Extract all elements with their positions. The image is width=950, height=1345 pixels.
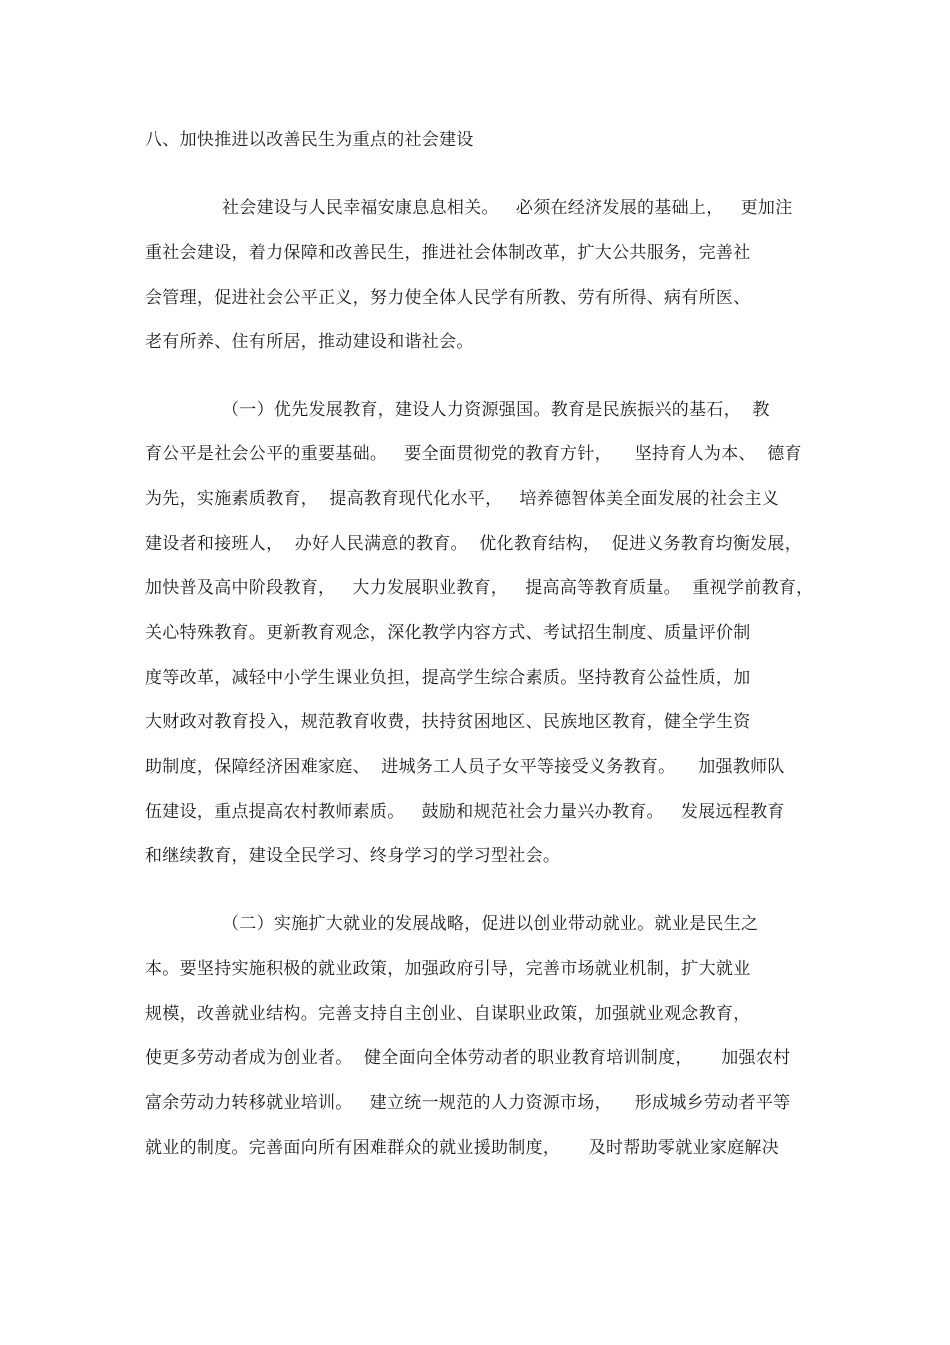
paragraph-line: 大财政对教育投入，规范教育收费，扶持贫困地区、民族地区教育，健全学生资 xyxy=(145,712,751,732)
section-heading: 八、加快推进以改善民生为重点的社会建设 xyxy=(145,130,474,150)
paragraph-line: （二）实施扩大就业的发展战略，促进以创业带动就业。就业是民生之 xyxy=(222,914,759,934)
paragraph-line: 老有所养、住有所居，推动建设和谐社会。 xyxy=(145,332,474,352)
paragraph-line: 建设者和接班人， 办好人民满意的教育。 优化教育结构， 促进义务教育均衡发展， xyxy=(145,534,803,554)
paragraph-line: 助制度，保障经济困难家庭、 进城务工人员子女平等接受义务教育。 加强教师队 xyxy=(145,757,785,777)
paragraph-line: 育公平是社会公平的重要基础。 要全面贯彻党的教育方针， 坚持育人为本、 德育 xyxy=(145,444,802,464)
paragraph-line: 就业的制度。完善面向所有困难群众的就业援助制度， 及时帮助零就业家庭解决 xyxy=(145,1138,780,1158)
paragraph-line: （一）优先发展教育，建设人力资源强国。教育是民族振兴的基石， 教 xyxy=(222,400,770,420)
paragraph-line: 使更多劳动者成为创业者。 健全面向全体劳动者的职业教育培训制度， 加强农村 xyxy=(145,1048,791,1068)
paragraph-line: 度等改革，减轻中小学生课业负担，提高学生综合素质。坚持教育公益性质，加 xyxy=(145,668,751,688)
paragraph-line: 为先，实施素质教育， 提高教育现代化水平， 培养德智体美全面发展的社会主义 xyxy=(145,489,780,509)
paragraph-line: 规模，改善就业结构。完善支持自主创业、自谋职业政策，加强就业观念教育， xyxy=(145,1004,751,1024)
paragraph-line: 关心特殊教育。更新教育观念，深化教学内容方式、考试招生制度、质量评价制 xyxy=(145,623,751,643)
paragraph-line: 加快普及高中阶段教育， 大力发展职业教育， 提高高等教育质量。 重视学前教育， xyxy=(145,578,814,598)
paragraph-line: 会管理，促进社会公平正义，努力使全体人民学有所教、劳有所得、病有所医、 xyxy=(145,288,751,308)
paragraph-line: 重社会建设，着力保障和改善民生，推进社会体制改革，扩大公共服务，完善社 xyxy=(145,243,751,263)
paragraph-line: 富余劳动力转移就业培训。 建立统一规范的人力资源市场， 形成城乡劳动者平等 xyxy=(145,1093,791,1113)
paragraph-line: 伍建设，重点提高农村教师素质。 鼓励和规范社会力量兴办教育。 发展远程教育 xyxy=(145,802,785,822)
paragraph-line: 本。要坚持实施积极的就业政策，加强政府引导，完善市场就业机制，扩大就业 xyxy=(145,959,751,979)
paragraph-line: 和继续教育，建设全民学习、终身学习的学习型社会。 xyxy=(145,846,561,866)
paragraph-line: 社会建设与人民幸福安康息息相关。 必须在经济发展的基础上， 更加注 xyxy=(222,198,793,218)
